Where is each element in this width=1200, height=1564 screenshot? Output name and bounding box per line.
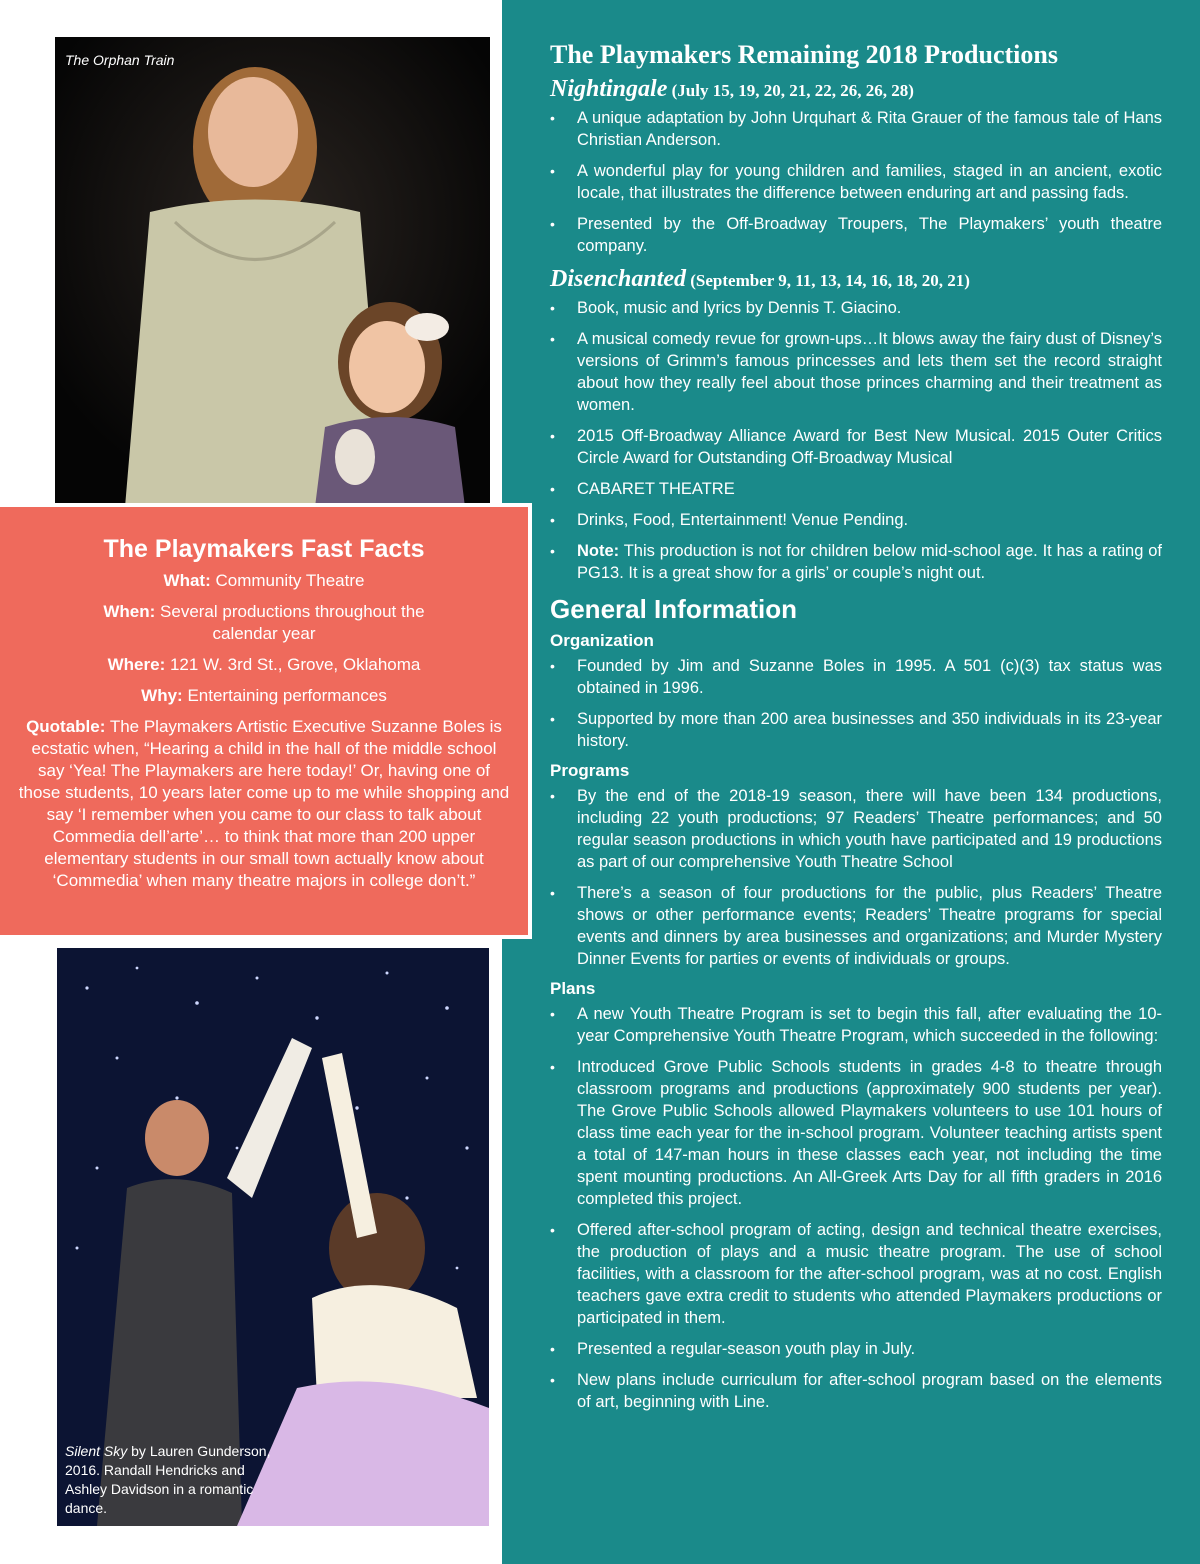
list-item: • A wonderful play for young children and families, staged in an ancient, exotic locale, that illustrates the difference between enduring art and passing fads. (550, 160, 1162, 204)
silent-sky-caption-text: by Lauren Gunderson, 2016. Randall Hendricks and Ashley Davidson in a romantic dance. (65, 1443, 271, 1516)
orphan-train-photo (55, 37, 490, 507)
programs-list (550, 785, 1162, 970)
fact-why-label: Why: (141, 686, 183, 705)
list-item: • There’s a season of four productions for the public, plus Readers’ Theatre shows or other performance events; Readers’ Theatre programs for special events and dinners by area businesses and organizations; and Murder Mystery Dinner Events for parties or events of individuals or groups. (550, 882, 1162, 970)
fact-quotable-label: Quotable: (26, 717, 106, 736)
list-item: • Drinks, Food, Entertainment! Venue Pending. (550, 509, 1162, 531)
fact-when-value: Several productions throughout the calendar year (155, 602, 425, 643)
organization-heading: Organization (550, 631, 654, 650)
fact-where-value: 121 W. 3rd St., Grove, Oklahoma (165, 655, 421, 674)
fast-facts-title: The Playmakers Fast Facts (103, 535, 425, 563)
note-label: Note: (577, 542, 620, 560)
nightingale-heading (550, 76, 1162, 103)
silent-sky-illustration (57, 948, 489, 1526)
silent-sky-caption-title: Silent Sky (65, 1443, 128, 1459)
list-item: • Supported by more than 200 area businesses and 350 individuals in its 23-year history. (550, 708, 1162, 752)
disenchanted-heading (550, 266, 1162, 293)
silent-sky-photo (57, 948, 489, 1526)
fact-quotable-value: The Playmakers Artistic Executive Suzanne Boles is ecstatic when, “Hearing a child in the hall of the middle school say ‘Yea! The Playmakers are here today!’ Or, having one of those students, 10 years later come up to me while shopping and say ‘I remember when you came to our class to talk about Commedia dell’arte’… to think that more than 200 upper elementary students in our small town actually know about ‘Commedia’ when many theatre majors in college don’t.” (18, 717, 510, 890)
fact-when-label: When: (103, 602, 156, 621)
orphan-train-illustration (55, 37, 490, 507)
plans-heading: Plans (550, 979, 596, 998)
list-item: • Introduced Grove Public Schools students in grades 4-8 to theatre through classroom programs and productions (approximately 900 students per year). The Grove Public Schools allowed Playmakers volunteers to use 101 hours of class time each year for the in-school program. Volunteer teaching artists spent a total of 147-man hours in these classes each year, not including the time spent mounting productions. An All-Greek Arts Day for all fifth graders in 2016 completed this project. (550, 1056, 1162, 1210)
disenchanted-name: Disenchanted (550, 266, 687, 292)
list-item: • 2015 Off-Broadway Alliance Award for Best New Musical. 2015 Outer Critics Circle Award for Outstanding Off-Broadway Musical (550, 425, 1162, 469)
list-item: • Presented a regular-season youth play in July. (550, 1338, 1162, 1360)
silent-sky-caption (65, 1442, 285, 1518)
list-item: • Presented by the Off-Broadway Troupers, The Playmakers’ youth theatre company. (550, 213, 1162, 257)
programs-heading: Programs (550, 761, 630, 780)
disenchanted-list (550, 297, 1162, 584)
disenchanted-dates: (September 9, 11, 13, 14, 16, 18, 20, 21) (686, 271, 970, 290)
fact-where (0, 654, 528, 676)
fact-what-label: What: (163, 571, 211, 590)
list-item: • A new Youth Theatre Program is set to begin this fall, after evaluating the 10-year Comprehensive Youth Theatre Program, which succeeded in the following: (550, 1003, 1162, 1047)
nightingale-dates: (July 15, 19, 20, 21, 22, 26, 26, 28) (667, 81, 914, 100)
plans-list (550, 1003, 1162, 1413)
general-info-title: General Information (550, 594, 798, 624)
fact-when (0, 601, 528, 645)
note-text: This production is not for children below mid-school age. It has a rating of PG13. It is a great show for a girls’ or couple’s night out. (577, 542, 1162, 582)
fast-facts-box (0, 507, 528, 935)
fact-why (0, 685, 528, 707)
fact-why-value: Entertaining performances (182, 686, 387, 705)
list-item: • CABARET THEATRE (550, 478, 1162, 500)
fact-what-value: Community Theatre (210, 571, 365, 590)
productions-title: The Playmakers Remaining 2018 Productions (550, 40, 1058, 69)
fact-what (0, 570, 528, 592)
fact-where-label: Where: (107, 655, 166, 674)
list-item: • A unique adaptation by John Urquhart & Rita Grauer of the famous tale of Hans Christian Anderson. (550, 107, 1162, 151)
list-item: • New plans include curriculum for after-school program based on the elements of art, beginning with Line. (550, 1369, 1162, 1413)
list-item: • Book, music and lyrics by Dennis T. Giacino. (550, 297, 1162, 319)
list-item: • By the end of the 2018-19 season, there will have been 134 productions, including 22 youth productions; 97 Readers’ Theatre performances; and 50 regular season productions in which youth have participated and 19 productions as part of our comprehensive Youth Theatre School (550, 785, 1162, 873)
main-column (550, 40, 1162, 1422)
organization-list (550, 655, 1162, 752)
disenchanted-note (550, 540, 1162, 584)
list-item: • Founded by Jim and Suzanne Boles in 1995. A 501 (c)(3) tax status was obtained in 1996. (550, 655, 1162, 699)
nightingale-name: Nightingale (550, 76, 668, 102)
list-item: • Offered after-school program of acting, design and technical theatre exercises, the production of plays and a music theatre program. The use of school facilities, with a classroom for the after-school program, was at no cost. English teachers gave extra credit to students who attended Playmakers productions or participated in them. (550, 1219, 1162, 1329)
fact-quotable (0, 716, 528, 892)
orphan-train-caption: The Orphan Train (65, 52, 175, 68)
nightingale-list (550, 107, 1162, 257)
list-item: • A musical comedy revue for grown-ups…It blows away the fairy dust of Disney’s versions of Grimm’s famous princesses and lets them set the record straight about how they really feel about those princes charming and their treatment as women. (550, 328, 1162, 416)
